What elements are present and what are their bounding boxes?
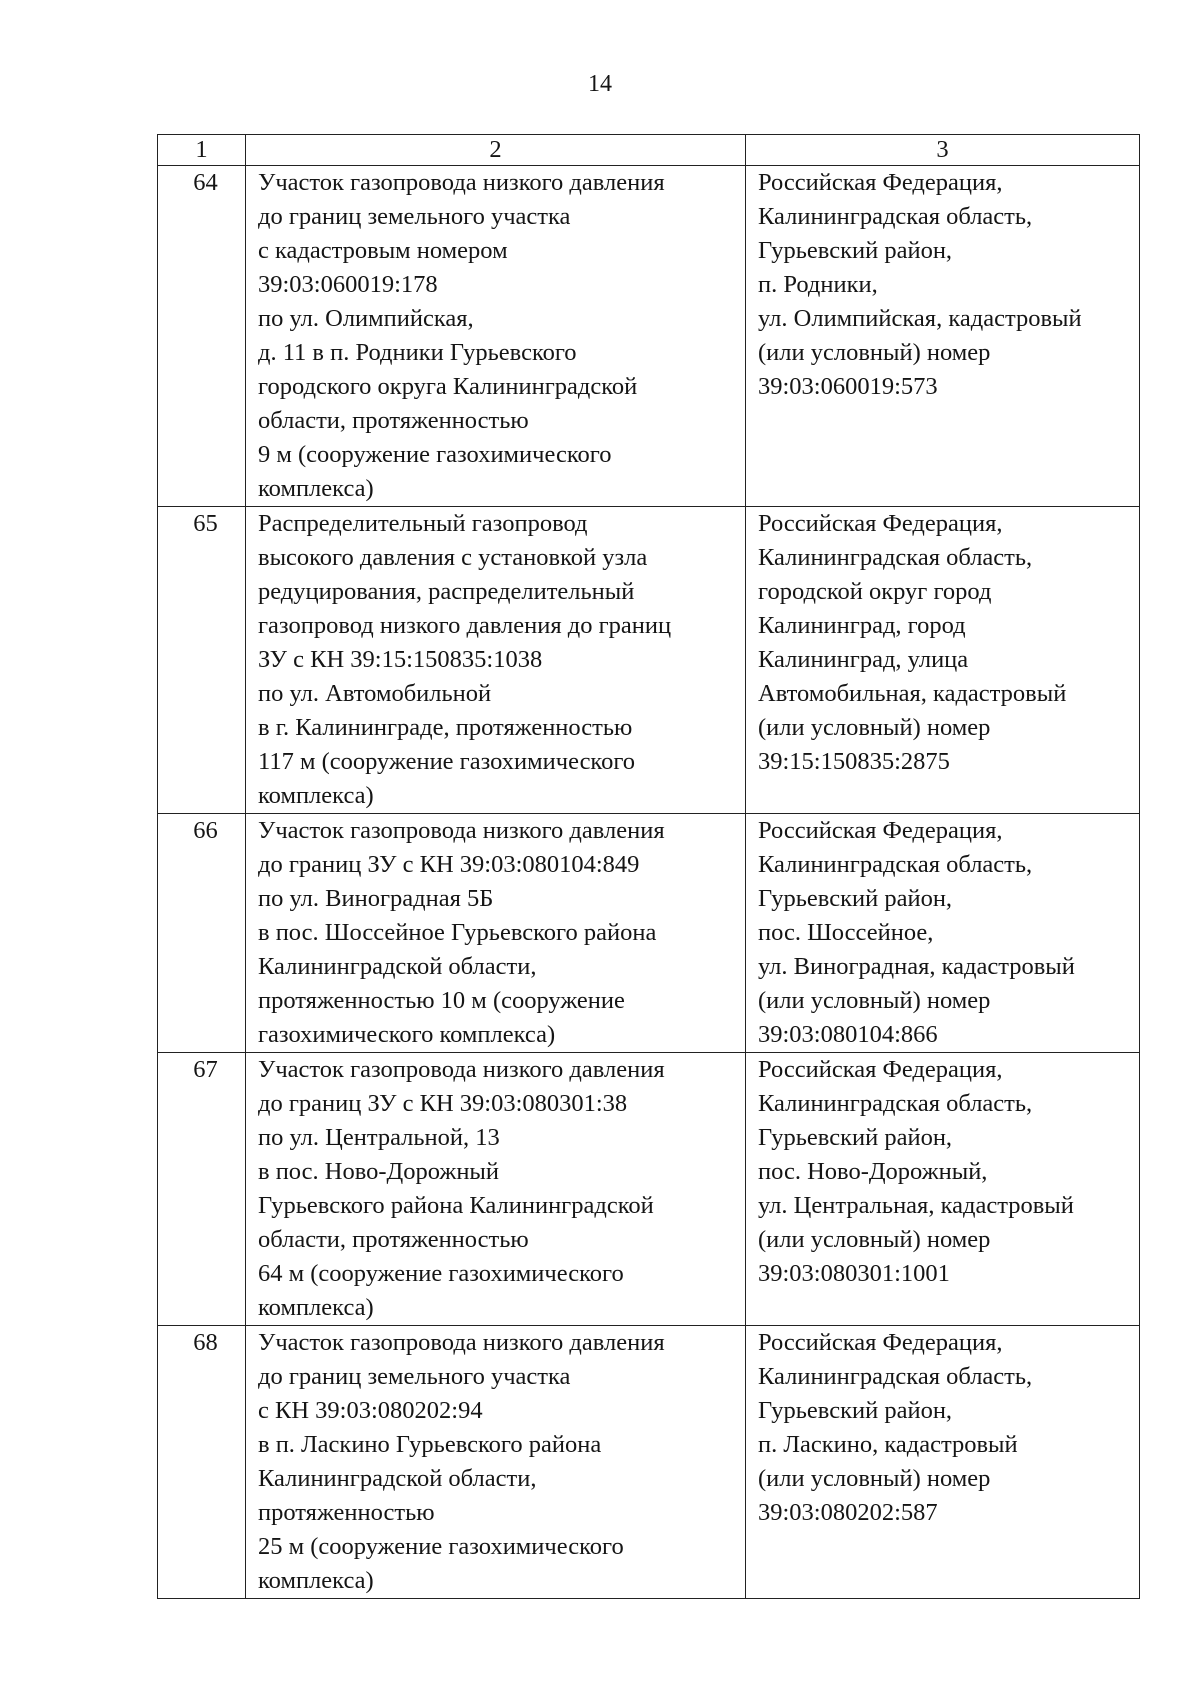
description-line: газопровод низкого давления до границ <box>258 612 672 639</box>
location-line: п. Родники, <box>758 271 878 298</box>
location-line: ул. Виноградная, кадастровый <box>758 953 1075 980</box>
row-number: 64 <box>158 166 246 507</box>
description-line: в г. Калининграде, протяженностью <box>258 714 633 741</box>
description-line: 9 м (сооружение газохимического <box>258 441 612 468</box>
location-line: Калининградская область, <box>758 203 1033 230</box>
row-number: 67 <box>158 1053 246 1326</box>
description-line: по ул. Виноградная 5Б <box>258 885 494 912</box>
description-line: в пос. Ново-Дорожный <box>258 1158 500 1185</box>
description-line: по ул. Олимпийская, <box>258 305 474 332</box>
location-line: Российская Федерация, <box>758 1329 1003 1356</box>
object-location <box>746 814 1140 1053</box>
row-number: 66 <box>158 814 246 1053</box>
description-line: Гурьевского района Калининградской <box>258 1192 654 1219</box>
location-line: 39:03:080202:587 <box>758 1499 938 1526</box>
description-line: 39:03:060019:178 <box>258 271 438 298</box>
location-line: (или условный) номер <box>758 1465 991 1492</box>
description-line: высокого давления с установкой узла <box>258 544 648 571</box>
location-line: Российская Федерация, <box>758 1056 1003 1083</box>
description-line: до границ земельного участка <box>258 203 571 230</box>
location-line: Калининград, город <box>758 612 966 639</box>
location-line: (или условный) номер <box>758 987 991 1014</box>
description-line: комплекса) <box>258 475 374 502</box>
object-description <box>246 814 746 1053</box>
object-location <box>746 1053 1140 1326</box>
object-description <box>246 1053 746 1326</box>
location-line: п. Ласкино, кадастровый <box>758 1431 1018 1458</box>
object-location <box>746 1326 1140 1599</box>
location-line: городской округ город <box>758 578 992 605</box>
location-line: (или условный) номер <box>758 1226 991 1253</box>
description-line: комплекса) <box>258 1294 374 1321</box>
description-line: Калининградской области, <box>258 1465 537 1492</box>
location-line: Гурьевский район, <box>758 1124 953 1151</box>
description-line: Участок газопровода низкого давления <box>258 1056 665 1083</box>
location-line: Калининград, улица <box>758 646 969 673</box>
table-row <box>158 814 1140 1053</box>
description-line: Участок газопровода низкого давления <box>258 1329 665 1356</box>
location-line: 39:03:080301:1001 <box>758 1260 950 1287</box>
description-line: до границ ЗУ с КН 39:03:080104:849 <box>258 851 640 878</box>
column-header-2: 2 <box>246 135 746 166</box>
object-location <box>746 166 1140 507</box>
location-line: пос. Шоссейное, <box>758 919 934 946</box>
description-line: 25 м (сооружение газохимического <box>258 1533 624 1560</box>
column-header-1: 1 <box>158 135 246 166</box>
description-line: с кадастровым номером <box>258 237 508 264</box>
location-line: ул. Центральная, кадастровый <box>758 1192 1074 1219</box>
description-line: газохимического комплекса) <box>258 1021 556 1048</box>
description-line: Распределительный газопровод <box>258 510 588 537</box>
page-number: 14 <box>588 71 612 97</box>
location-line: Автомобильная, кадастровый <box>758 680 1067 707</box>
description-line: комплекса) <box>258 782 374 809</box>
registry-table <box>157 134 1140 1599</box>
location-line: 39:03:060019:573 <box>758 373 938 400</box>
location-line: (или условный) номер <box>758 714 991 741</box>
location-line: Российская Федерация, <box>758 169 1003 196</box>
description-line: д. 11 в п. Родники Гурьевского <box>258 339 577 366</box>
location-line: 39:15:150835:2875 <box>758 748 950 775</box>
location-line: Гурьевский район, <box>758 1397 953 1424</box>
table-row <box>158 166 1140 507</box>
location-line: Калининградская область, <box>758 544 1033 571</box>
object-description <box>246 166 746 507</box>
location-line: (или условный) номер <box>758 339 991 366</box>
description-line: Участок газопровода низкого давления <box>258 169 665 196</box>
object-location <box>746 507 1140 814</box>
description-line: до границ земельного участка <box>258 1363 571 1390</box>
description-line: городского округа Калининградской <box>258 373 638 400</box>
description-line: редуцирования, распределительный <box>258 578 635 605</box>
location-line: Калининградская область, <box>758 851 1033 878</box>
row-number: 68 <box>158 1326 246 1599</box>
location-line: Калининградская область, <box>758 1363 1033 1390</box>
description-line: по ул. Автомобильной <box>258 680 492 707</box>
location-line: Калининградская область, <box>758 1090 1033 1117</box>
description-line: с КН 39:03:080202:94 <box>258 1397 483 1424</box>
table-row <box>158 1326 1140 1599</box>
description-line: по ул. Центральной, 13 <box>258 1124 500 1151</box>
object-description <box>246 1326 746 1599</box>
description-line: в пос. Шоссейное Гурьевского района <box>258 919 657 946</box>
location-line: Гурьевский район, <box>758 885 953 912</box>
table-row <box>158 507 1140 814</box>
location-line: Российская Федерация, <box>758 510 1003 537</box>
object-description <box>246 507 746 814</box>
header-row <box>158 135 1140 166</box>
description-line: Участок газопровода низкого давления <box>258 817 665 844</box>
location-line: Гурьевский район, <box>758 237 953 264</box>
description-line: протяженностью 10 м (сооружение <box>258 987 625 1014</box>
description-line: 64 м (сооружение газохимического <box>258 1260 624 1287</box>
description-line: до границ ЗУ с КН 39:03:080301:38 <box>258 1090 628 1117</box>
description-line: протяженностью <box>258 1499 435 1526</box>
table-row <box>158 1053 1140 1326</box>
description-line: области, протяженностью <box>258 1226 529 1253</box>
row-number: 65 <box>158 507 246 814</box>
location-line: ул. Олимпийская, кадастровый <box>758 305 1082 332</box>
description-line: 117 м (сооружение газохимического <box>258 748 636 775</box>
location-line: Российская Федерация, <box>758 817 1003 844</box>
location-line: пос. Ново-Дорожный, <box>758 1158 988 1185</box>
description-line: ЗУ с КН 39:15:150835:1038 <box>258 646 543 673</box>
description-line: в п. Ласкино Гурьевского района <box>258 1431 602 1458</box>
column-header-3: 3 <box>746 135 1140 166</box>
description-line: комплекса) <box>258 1567 374 1594</box>
table-body <box>158 166 1140 1599</box>
location-line: 39:03:080104:866 <box>758 1021 938 1048</box>
description-line: Калининградской области, <box>258 953 537 980</box>
description-line: области, протяженностью <box>258 407 529 434</box>
